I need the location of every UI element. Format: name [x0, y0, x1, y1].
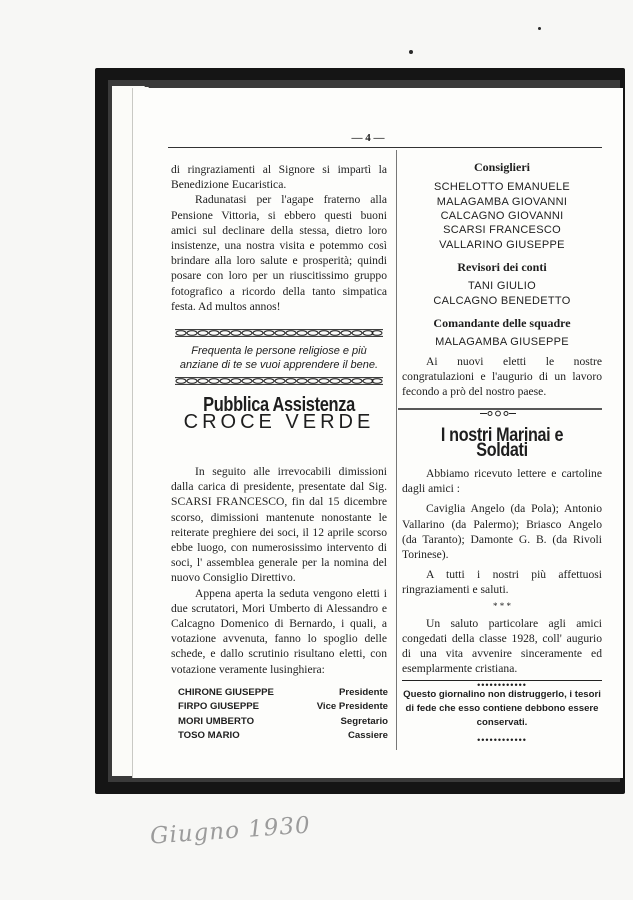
- quote-line: Frequenta le persone religiose e più: [191, 345, 367, 357]
- officer-role: Presidente: [338, 687, 388, 698]
- croce-verde-heading: [171, 394, 387, 434]
- officer-row: [178, 700, 388, 714]
- revisori-title: Revisori dei conti: [457, 260, 547, 275]
- council-list: [402, 160, 602, 399]
- name-item: TANI GIULIO: [468, 280, 536, 293]
- ornamental-divider: [175, 377, 383, 385]
- page-number: — 4 —: [351, 132, 385, 144]
- notice-rule: [402, 680, 602, 681]
- ink-speck: [538, 27, 541, 30]
- paragraph: In seguito alle irrevocabili dimissioni dalla carica di presidente, presentate dal Sig. SCARSI FRANCESCO, fin dal 15 dicembre scorso, dimissioni mantenute nonostante le reiterate preghiere dei soci, il 12 aprile scorso ebbe luogo, con numerosissimo intervento di soci, l' assemblea generale per la nomina del nuovo Consiglio Direttivo.: [171, 465, 387, 585]
- consiglieri-names: [402, 180, 602, 252]
- marinai-article: [402, 466, 602, 694]
- name-item: CALCAGNO GIOVANNI: [440, 210, 564, 223]
- name-item: SCARSI FRANCESCO: [443, 224, 561, 237]
- officer-row: [178, 729, 388, 743]
- paragraph: A tutti i nostri più affettuosi ringraziamenti e saluti.: [402, 568, 602, 597]
- paragraph: di ringraziamenti al Signore si impartì la Benedizione Eucaristica.: [171, 163, 387, 192]
- officer-role: Cassiere: [347, 729, 388, 741]
- officer-role: Segretario: [340, 715, 388, 727]
- paragraph: Radunatasi per l'agape fraterno alla Pensione Vittoria, si ebbero questi buoni amici sul declinare della stessa, dietro loro insistenze, una nostra visita e potemmo così brindare alla loro salute e prosperità; quindi posare con loro per un riuscitissimo gruppo fotografico a ricordo della tanto simpatica festa. Ad multos annos!: [171, 193, 387, 313]
- croce-verde-article: [171, 464, 387, 677]
- name-item: CALCAGNO BENEDETTO: [433, 294, 571, 307]
- paragraph: Ai nuovi eletti le nostre congratulazioni e l'augurio di un lavoro fecondo a prò del nostro paese.: [402, 354, 602, 399]
- name-item: VALLARINO GIUSEPPE: [439, 238, 565, 251]
- asterism: * * *: [493, 600, 511, 611]
- revisori-names: [402, 279, 602, 308]
- marinai-heading: [402, 425, 602, 462]
- officer-name: FIRPO GIUSEPPE: [178, 701, 260, 713]
- officer-name: CHIRONE GIUSEPPE: [178, 687, 274, 698]
- consiglieri-title: Consiglieri: [474, 160, 530, 174]
- header-rule: [168, 147, 602, 148]
- section-subtitle: CROCE VERDE: [183, 411, 375, 434]
- dot-separator: ••••••••••••: [477, 735, 527, 745]
- name-item: SCHELOTTO EMANUELE: [433, 181, 570, 194]
- left-intro: [171, 162, 387, 314]
- ornamental-divider: [175, 329, 383, 337]
- quote: [171, 344, 387, 372]
- officer-row: [178, 715, 388, 729]
- handwritten-date: Giugno 1930: [149, 812, 312, 850]
- column-divider: [396, 150, 397, 750]
- officer-role: Vice Presidente: [316, 701, 388, 713]
- paragraph: Abbiamo ricevuto lettere e cartoline dagli amici :: [402, 467, 602, 496]
- name-item: MALAGAMBA GIOVANNI: [436, 195, 568, 208]
- section-title: I nostri Marinai e Soldati: [440, 425, 564, 462]
- notice: Questo giornalino non distruggerlo, i tesori di fede che esso contiene debbono essere conservati.: [403, 689, 601, 728]
- paragraph: Appena aperta la seduta vengono eletti i due scrutatori, Mori Umberto di Alessandro e Calcagno Domenico di Bernardo, i quali, a votazione avvenuta, fanno lo spoglio delle schede, e dallo scrutinio risultano eletti, con votazione veramente lusinghiera:: [171, 586, 387, 676]
- comandante-title: Comandante delle squadre: [433, 316, 571, 331]
- officer-row: [178, 686, 388, 700]
- ink-speck: [409, 50, 413, 54]
- quote-line: anziane di te se vuoi apprendere il bene.: [179, 359, 379, 371]
- decorative-divider: [398, 407, 602, 417]
- officer-name: MORI UMBERTO: [178, 715, 255, 727]
- comandante-name: MALAGAMBA GIUSEPPE: [435, 336, 569, 349]
- officers-list: [178, 686, 388, 743]
- dot-separator: ••••••••••••: [477, 680, 527, 691]
- officer-name: TOSO MARIO: [178, 729, 240, 741]
- section-title: Pubblica Assistenza: [203, 394, 355, 416]
- paragraph: Un saluto particolare agli amici congedati della classe 1928, coll' augurio di una vita avvenire sinceramente ed esemplarmente cristiana.: [402, 616, 602, 676]
- paragraph: Caviglia Angelo (da Pola); Antonio Vallarino (da Palermo); Briasco Angelo (da Taranto); Damonte G. B. (da Rivoli Torinese).: [402, 502, 602, 562]
